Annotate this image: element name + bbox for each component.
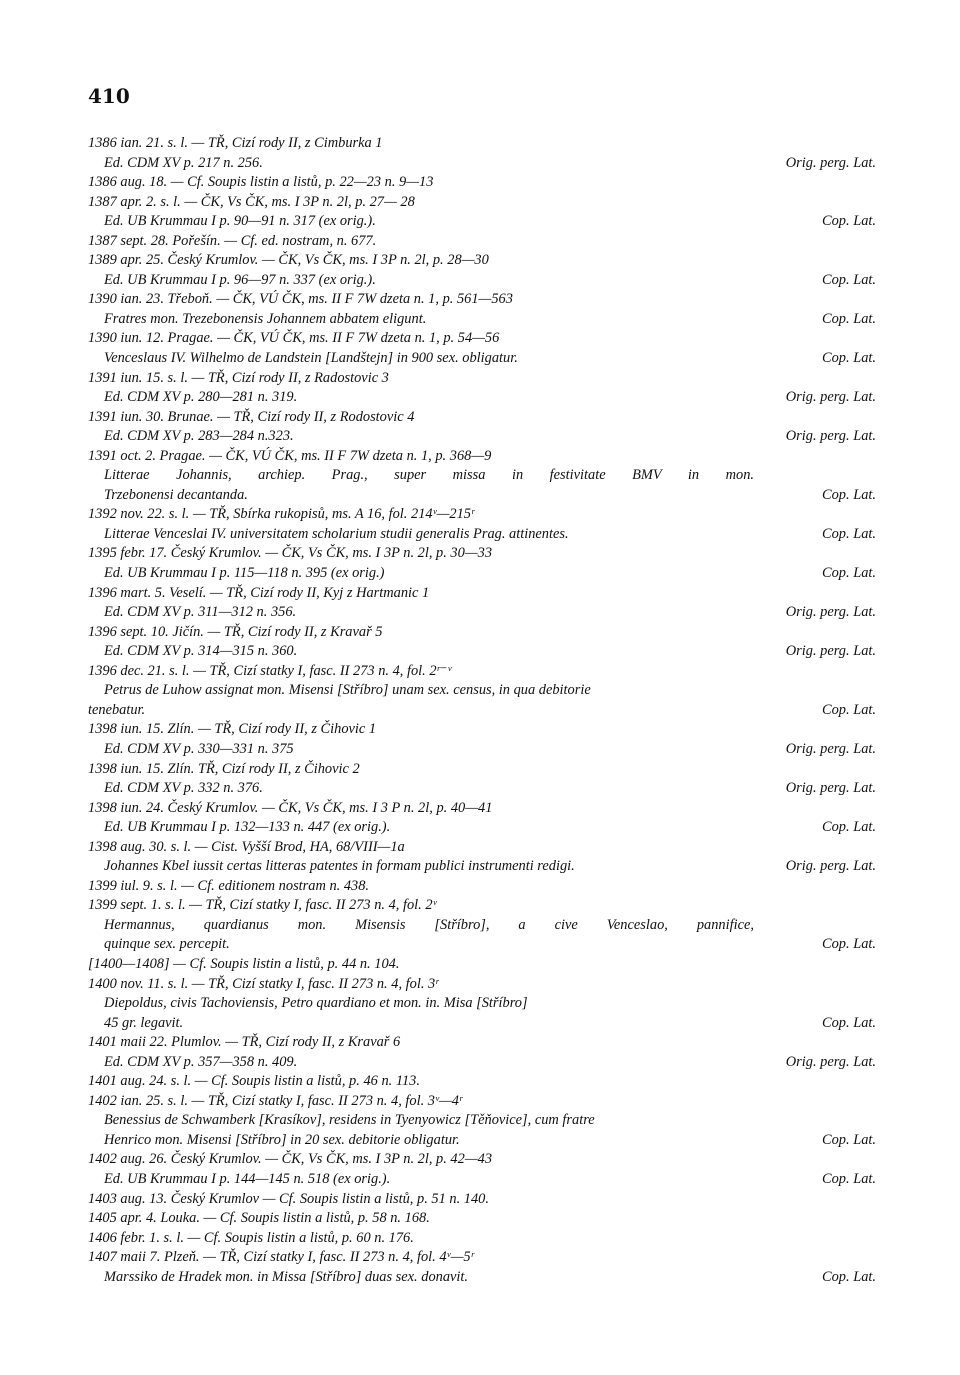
entry-heading-line [88,623,876,643]
line-text: 1399 iul. 9. s. l. — Cf. editionem nostram n. 438. [88,877,370,894]
entry-heading-line [88,701,876,721]
entry-body-line [88,642,876,662]
source-type-label: Cop. Lat. [822,1131,876,1148]
line-text: [1400—1408] — Cf. Soupis listin a listů, p. 44 n. 104. [88,955,400,972]
entry-body-line [88,916,876,936]
entry-heading-line [88,251,876,271]
entry-body-line [88,427,876,447]
entry-heading-line [88,290,876,310]
entry-heading-line [88,1229,876,1249]
entry-heading-line [88,408,876,428]
entry-body-line [88,1053,876,1073]
line-text: Ed. CDM XV p. 217 n. 256. [104,154,263,171]
line-text: Ed. UB Krummau I p. 115—118 n. 395 (ex orig.) [104,565,385,582]
source-type-label: Orig. perg. Lat. [785,604,876,621]
line-text: Ed. CDM XV p. 283—284 n.323. [104,428,294,445]
source-type-label: Orig. perg. Lat. [785,389,876,406]
line-text: 1406 febr. 1. s. l. — Cf. Soupis listin a listů, p. 60 n. 176. [88,1229,414,1246]
source-type-label: Cop. Lat. [822,213,876,230]
source-type-label: Orig. perg. Lat. [785,780,876,797]
entry-heading-line [88,1190,876,1210]
line-text: Ed. UB Krummau I p. 90—91 n. 317 (ex orig.). [104,213,376,230]
line-text: 1401 maii 22. Plumlov. — TŘ, Cizí rody II, z Kravař 6 [88,1034,401,1051]
source-type-label: Cop. Lat. [822,271,876,288]
line-text: tenebatur. [88,701,146,718]
source-type-label: Orig. perg. Lat. [785,858,876,875]
line-text: 1395 febr. 17. Český Krumlov. — ČK, Vs ČK, ms. I 3P n. 2l, p. 30—33 [88,545,493,562]
entry-body-line [88,1131,876,1151]
entry-heading-line [88,838,876,858]
entry-body-line [88,564,876,584]
line-text: 1400 nov. 11. s. l. — TŘ, Cizí statky I, fasc. II 273 n. 4, fol. 3ʳ [88,975,439,992]
source-type-label: Orig. perg. Lat. [785,154,876,171]
entry-heading-line [88,369,876,389]
source-type-label: Cop. Lat. [822,819,876,836]
line-text: 1396 mart. 5. Veselí. — TŘ, Cizí rody II, Kyj z Hartmanic 1 [88,584,430,601]
line-text: Ed. CDM XV p. 280—281 n. 319. [104,389,298,406]
line-text: Benessius de Schwamberk [Krasíkov], residens in Tyenyowicz [Těňovice], cum fratre [104,1112,595,1129]
entry-body-line [88,388,876,408]
entry-heading-line [88,896,876,916]
entry-body-line [88,1268,876,1288]
line-text: Petrus de Luhow assignat mon. Misensi [Stříbro] unam sex. census, in qua debitorie [104,682,591,699]
line-text: Johannes Kbel iussit certas litteras patentes in formam publici instrumenti redigi. [104,858,575,875]
document-body [88,134,876,1287]
entry-body-line [88,271,876,291]
entry-heading-line [88,134,876,154]
source-type-label: Cop. Lat. [822,350,876,367]
source-type-label: Orig. perg. Lat. [785,740,876,757]
entry-heading-line [88,720,876,740]
entry-body-line [88,857,876,877]
entry-body-line [88,681,876,701]
entry-body-line [88,466,876,486]
source-type-label: Cop. Lat. [822,936,876,953]
entry-body-line [88,212,876,232]
entry-body-line [88,349,876,369]
line-text: 1389 apr. 25. Český Krumlov. — ČK, Vs ČK, ms. I 3P n. 2l, p. 28—30 [88,252,489,269]
line-text: 1398 aug. 30. s. l. — Cist. Vyšší Brod, HA, 68/VIII—1a [88,838,405,855]
line-text: 1391 iun. 15. s. l. — TŘ, Cizí rody II, z Radostovic 3 [88,369,389,386]
line-text: 1407 maii 7. Plzeň. — TŘ, Cizí statky I, fasc. II 273 n. 4, fol. 4ᵛ—5ʳ [88,1249,474,1266]
entry-heading-line [88,329,876,349]
line-text: Ed. CDM XV p. 311—312 n. 356. [104,604,297,621]
line-text: 1405 apr. 4. Louka. — Cf. Soupis listin a listů, p. 58 n. 168. [88,1210,430,1227]
entry-heading-line [88,544,876,564]
entry-body-line [88,994,876,1014]
line-text: Litterae Venceslai IV. universitatem scholarium studii generalis Prag. attinentes. [104,525,569,542]
entry-heading-line [88,1092,876,1112]
entry-heading-line [88,955,876,975]
entry-body-line [88,1170,876,1190]
line-text: 1391 iun. 30. Brunae. — TŘ, Cizí rody II, z Rodostovic 4 [88,408,415,425]
entry-heading-line [88,1209,876,1229]
line-text: Marssiko de Hradek mon. in Missa [Stříbro] duas sex. donavit. [104,1268,469,1285]
line-text: 1386 aug. 18. — Cf. Soupis listin a listů, p. 22—23 n. 9—13 [88,174,434,191]
source-type-label: Cop. Lat. [822,310,876,327]
source-type-label: Cop. Lat. [822,486,876,503]
line-text: Litterae Johannis, archiep. Prag., super missa in festivitate BMV in mon. [104,467,754,484]
entry-body-line [88,603,876,623]
line-text: 1401 aug. 24. s. l. — Cf. Soupis listin a listů, p. 46 n. 113. [88,1073,420,1090]
entry-heading-line [88,1150,876,1170]
entry-heading-line [88,760,876,780]
page-number: 410 [88,84,130,108]
line-text: 1402 aug. 26. Český Krumlov. — ČK, Vs ČK, ms. I 3P n. 2l, p. 42—43 [88,1151,493,1168]
line-text: 1386 ian. 21. s. l. — TŘ, Cizí rody II, z Cimburka 1 [88,135,383,151]
line-text: 1398 iun. 15. Zlín. TŘ, Cizí rody II, z Čihovic 2 [88,760,360,777]
entry-body-line [88,486,876,506]
entry-heading-line [88,584,876,604]
line-text: 45 gr. legavit. [104,1014,184,1031]
line-text: Ed. CDM XV p. 314—315 n. 360. [104,643,298,660]
line-text: 1387 apr. 2. s. l. — ČK, Vs ČK, ms. I 3P n. 2l, p. 27— 28 [88,193,415,210]
entry-heading-line [88,193,876,213]
line-text: 1399 sept. 1. s. l. — TŘ, Cizí statky I, fasc. II 273 n. 4, fol. 2ᵛ [88,897,437,914]
line-text: 1387 sept. 28. Pořešín. — Cf. ed. nostram, n. 677. [88,232,377,249]
line-text: Hermannus, quardianus mon. Misensis [Stříbro], a cive Venceslao, pannifice, [104,916,754,933]
entry-body-line [88,740,876,760]
entry-heading-line [88,1248,876,1268]
entry-body-line [88,779,876,799]
line-text: Trzebonensi decantanda. [104,486,248,503]
line-text: Venceslaus IV. Wilhelmo de Landstein [Landštejn] in 900 sex. obligatur. [104,350,518,367]
entry-body-line [88,1111,876,1131]
source-type-label: Cop. Lat. [822,1014,876,1031]
source-type-label: Cop. Lat. [822,565,876,582]
entry-heading-line [88,799,876,819]
line-text: 1398 iun. 24. Český Krumlov. — ČK, Vs ČK, ms. I 3 P n. 2l, p. 40—41 [88,799,493,816]
line-text: Henrico mon. Misensi [Stříbro] in 20 sex. debitorie obligatur. [104,1131,460,1148]
entry-heading-line [88,1033,876,1053]
source-type-label: Orig. perg. Lat. [785,643,876,660]
line-text: 1396 dec. 21. s. l. — TŘ, Cizí statky I, fasc. II 273 n. 4, fol. 2ʳ⁻ᵛ [88,662,452,679]
line-text: 1396 sept. 10. Jičín. — TŘ, Cizí rody II, z Kravař 5 [88,623,383,640]
line-text: Ed. CDM XV p. 330—331 n. 375 [104,740,294,757]
line-text: 1398 iun. 15. Zlín. — TŘ, Cizí rody II, z Čihovic 1 [88,721,377,738]
source-type-label: Cop. Lat. [822,701,876,718]
entry-heading-line [88,447,876,467]
entry-heading-line [88,877,876,897]
line-text: Ed. UB Krummau I p. 132—133 n. 447 (ex orig.). [104,819,391,836]
entry-body-line [88,154,876,174]
line-text: 1390 iun. 12. Pragae. — ČK, VÚ ČK, ms. II F 7W dzeta n. 1, p. 54—56 [88,330,500,347]
source-type-label: Cop. Lat. [822,1268,876,1285]
entry-heading-line [88,662,876,682]
line-text: 1391 oct. 2. Pragae. — ČK, VÚ ČK, ms. II F 7W dzeta n. 1, p. 368—9 [88,447,492,464]
source-type-label: Orig. perg. Lat. [785,1053,876,1070]
source-type-label: Orig. perg. Lat. [785,428,876,445]
line-text: 1403 aug. 13. Český Krumlov — Cf. Soupis listin a listů, p. 51 n. 140. [88,1190,489,1207]
entry-heading-line [88,232,876,252]
entry-body-line [88,310,876,330]
entry-body-line [88,818,876,838]
entry-heading-line [88,975,876,995]
line-text: Fratres mon. Trezebonensis Johannem abbatem eligunt. [104,310,427,327]
line-text: 1402 ian. 25. s. l. — TŘ, Cizí statky I, fasc. II 273 n. 4, fol. 3ᵛ—4ʳ [88,1092,463,1109]
line-text: Diepoldus, civis Tachoviensis, Petro quardiano et mon. in. Misa [Stříbro] [104,995,528,1012]
entry-heading-line [88,173,876,193]
line-text: Ed. UB Krummau I p. 96—97 n. 337 (ex orig.). [104,271,376,288]
entry-heading-line [88,505,876,525]
line-text: 1390 ian. 23. Třeboň. — ČK, VÚ ČK, ms. II F 7W dzeta n. 1, p. 561—563 [88,291,513,308]
entry-body-line [88,935,876,955]
entry-heading-line [88,1072,876,1092]
entry-body-line [88,1014,876,1034]
entry-body-line [88,525,876,545]
source-type-label: Cop. Lat. [822,1170,876,1187]
line-text: quinque sex. percepit. [104,936,230,953]
source-type-label: Cop. Lat. [822,525,876,542]
line-text: 1392 nov. 22. s. l. — TŘ, Sbírka rukopisů, ms. A 16, fol. 214ᵛ—215ʳ [88,506,475,523]
line-text: Ed. UB Krummau I p. 144—145 n. 518 (ex orig.). [104,1170,391,1187]
line-text: Ed. CDM XV p. 332 n. 376. [104,780,263,797]
line-text: Ed. CDM XV p. 357—358 n. 409. [104,1053,298,1070]
